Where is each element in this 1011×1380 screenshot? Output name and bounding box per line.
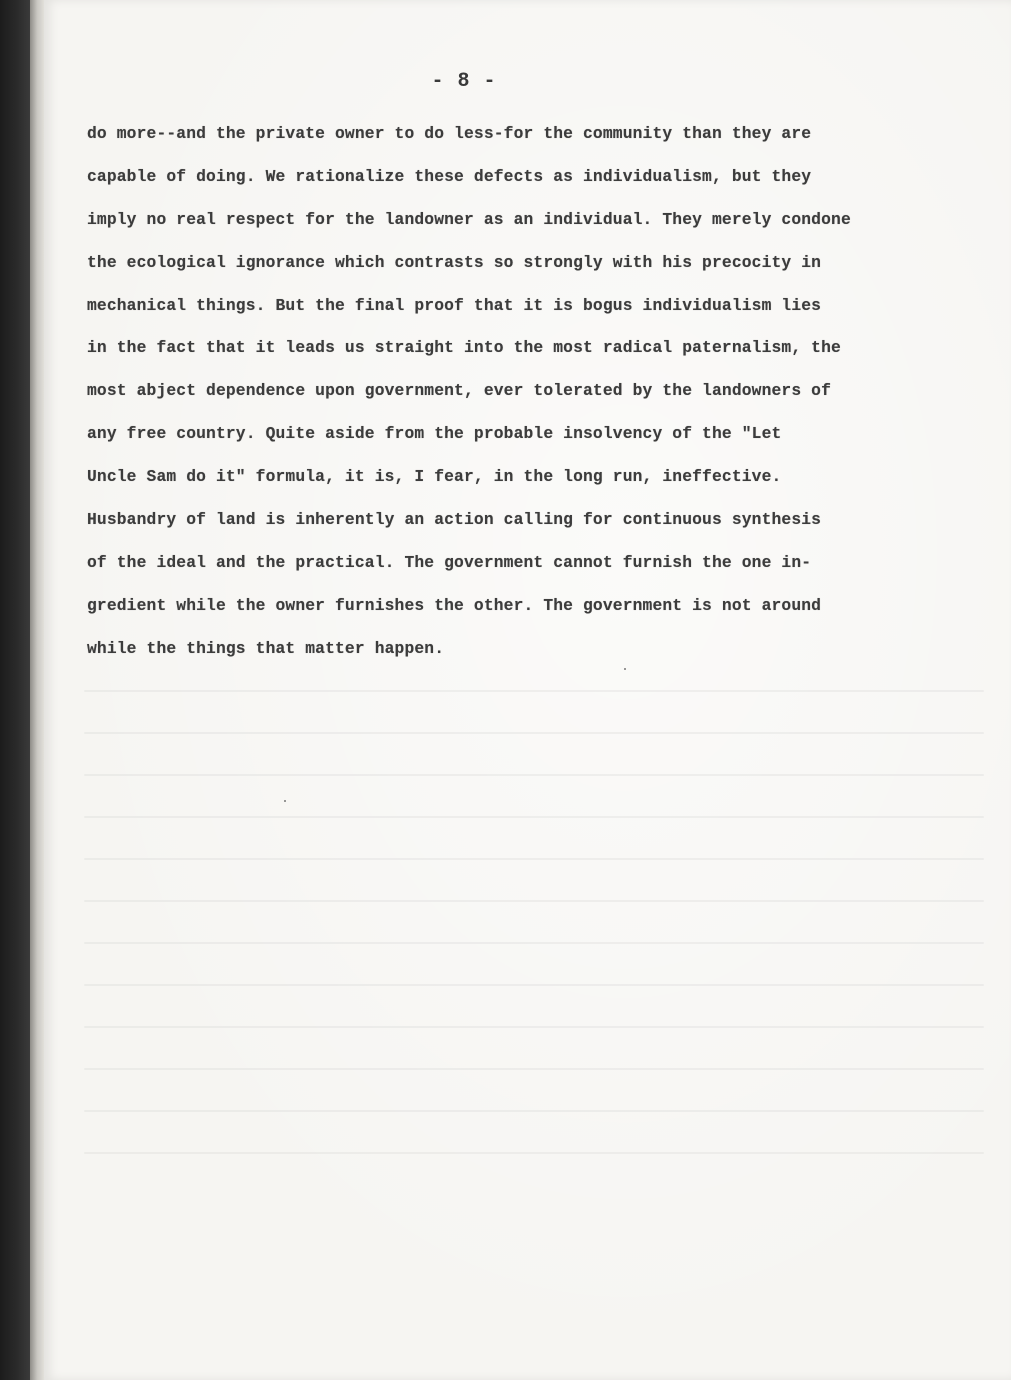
paper-speck [624, 668, 626, 670]
text-line: Husbandry of land is inherently an action calling for continuous synthesis [87, 510, 822, 530]
paper-speck [284, 800, 286, 802]
text-line: of the ideal and the practical. The government cannot furnish the one in- [87, 552, 812, 572]
text-line: gredient while the owner furnishes the other. The government is not around [87, 595, 822, 615]
page-number: - 8 - [431, 70, 497, 93]
text-line: capable of doing. We rationalize these defects as individualism, but they [87, 166, 812, 186]
text-line: in the fact that it leads us straight into the most radical paternalism, the [87, 338, 841, 358]
paper-sheet [44, 0, 1011, 1380]
book-binding [0, 0, 30, 1380]
text-line: most abject dependence upon government, ever tolerated by the landowners of [87, 381, 832, 401]
bleed-through-text [84, 690, 984, 1210]
text-line: Uncle Sam do it" formula, it is, I fear, in the long run, ineffective. [87, 467, 782, 487]
text-line: the ecological ignorance which contrasts so strongly with his precocity in [87, 252, 822, 272]
text-line: any free country. Quite aside from the probable insolvency of the "Let [87, 424, 782, 444]
text-line: do more--and the private owner to do less-for the community than they are [87, 124, 812, 143]
text-line: imply no real respect for the landowner as an individual. They merely condone [87, 209, 851, 229]
typewritten-paragraph [87, 113, 957, 671]
text-line: mechanical things. But the final proof that it is bogus individualism lies [87, 295, 822, 315]
text-line: while the things that matter happen. [87, 638, 445, 658]
